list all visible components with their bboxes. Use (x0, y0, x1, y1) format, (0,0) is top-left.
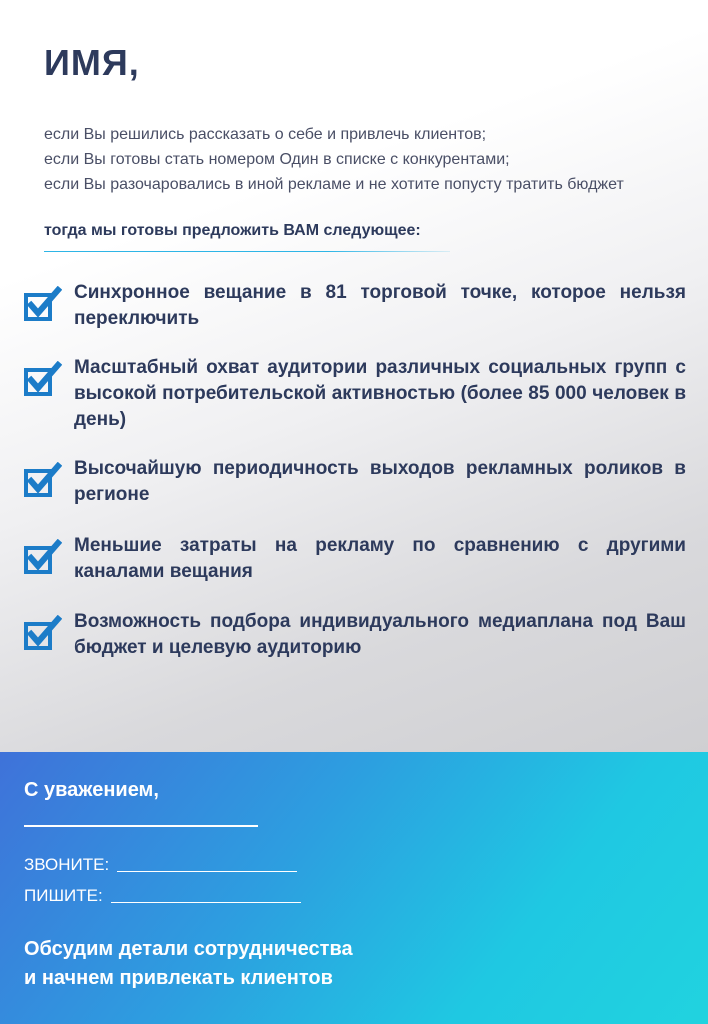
offer-heading: тогда мы готовы предложить ВАМ следующее: (44, 222, 421, 239)
intro-block (44, 122, 694, 197)
phone-label: ЗВОНИТЕ: (24, 855, 110, 874)
benefit-text: Масштабный охват аудитории различных социальных групп с высокой потребительской активностью (более 85 000 человек в день) (74, 357, 686, 430)
benefit-item (22, 280, 686, 332)
benefit-text: Синхронное вещание в 81 торговой точке, которое нельзя переключить (74, 282, 686, 329)
signature-line (24, 825, 258, 827)
benefit-item (22, 355, 686, 433)
page-title: ИМЯ, (44, 42, 140, 83)
offer-underline-divider (44, 251, 450, 252)
checkbox-checked-icon (22, 615, 62, 653)
benefit-text: Возможность подбора индивидуального медиаплана под Ваш бюджет и целевую аудиторию (74, 611, 686, 658)
checkbox-checked-icon (22, 361, 62, 399)
benefit-item (22, 609, 686, 661)
closing-line: Обсудим детали сотрудничества (24, 938, 353, 960)
phone-contact (24, 854, 297, 875)
email-blank-line (111, 885, 301, 903)
checkbox-checked-icon (22, 462, 62, 500)
checkbox-checked-icon (22, 539, 62, 577)
benefit-item (22, 533, 686, 585)
checkbox-checked-icon (22, 286, 62, 324)
contact-footer (0, 752, 708, 1024)
benefit-text: Меньшие затраты на рекламу по сравнению с другими каналами вещания (74, 535, 686, 582)
intro-line: если Вы решились рассказать о себе и привлечь клиентов; (44, 126, 487, 143)
closing-message (24, 935, 353, 993)
email-label: ПИШИТЕ: (24, 886, 103, 905)
benefit-text: Высочайшую периодичность выходов рекламных роликов в регионе (74, 458, 686, 505)
email-contact (24, 885, 301, 906)
closing-line: и начнем привлекать клиентов (24, 967, 333, 989)
intro-line: если Вы готовы стать номером Один в списке с конкурентами; (44, 151, 510, 168)
intro-line: если Вы разочаровались в иной рекламе и не хотите попусту тратить бюджет (44, 176, 624, 193)
regards-text: С уважением, (24, 779, 159, 801)
phone-blank-line (117, 854, 297, 872)
benefit-item (22, 456, 686, 508)
